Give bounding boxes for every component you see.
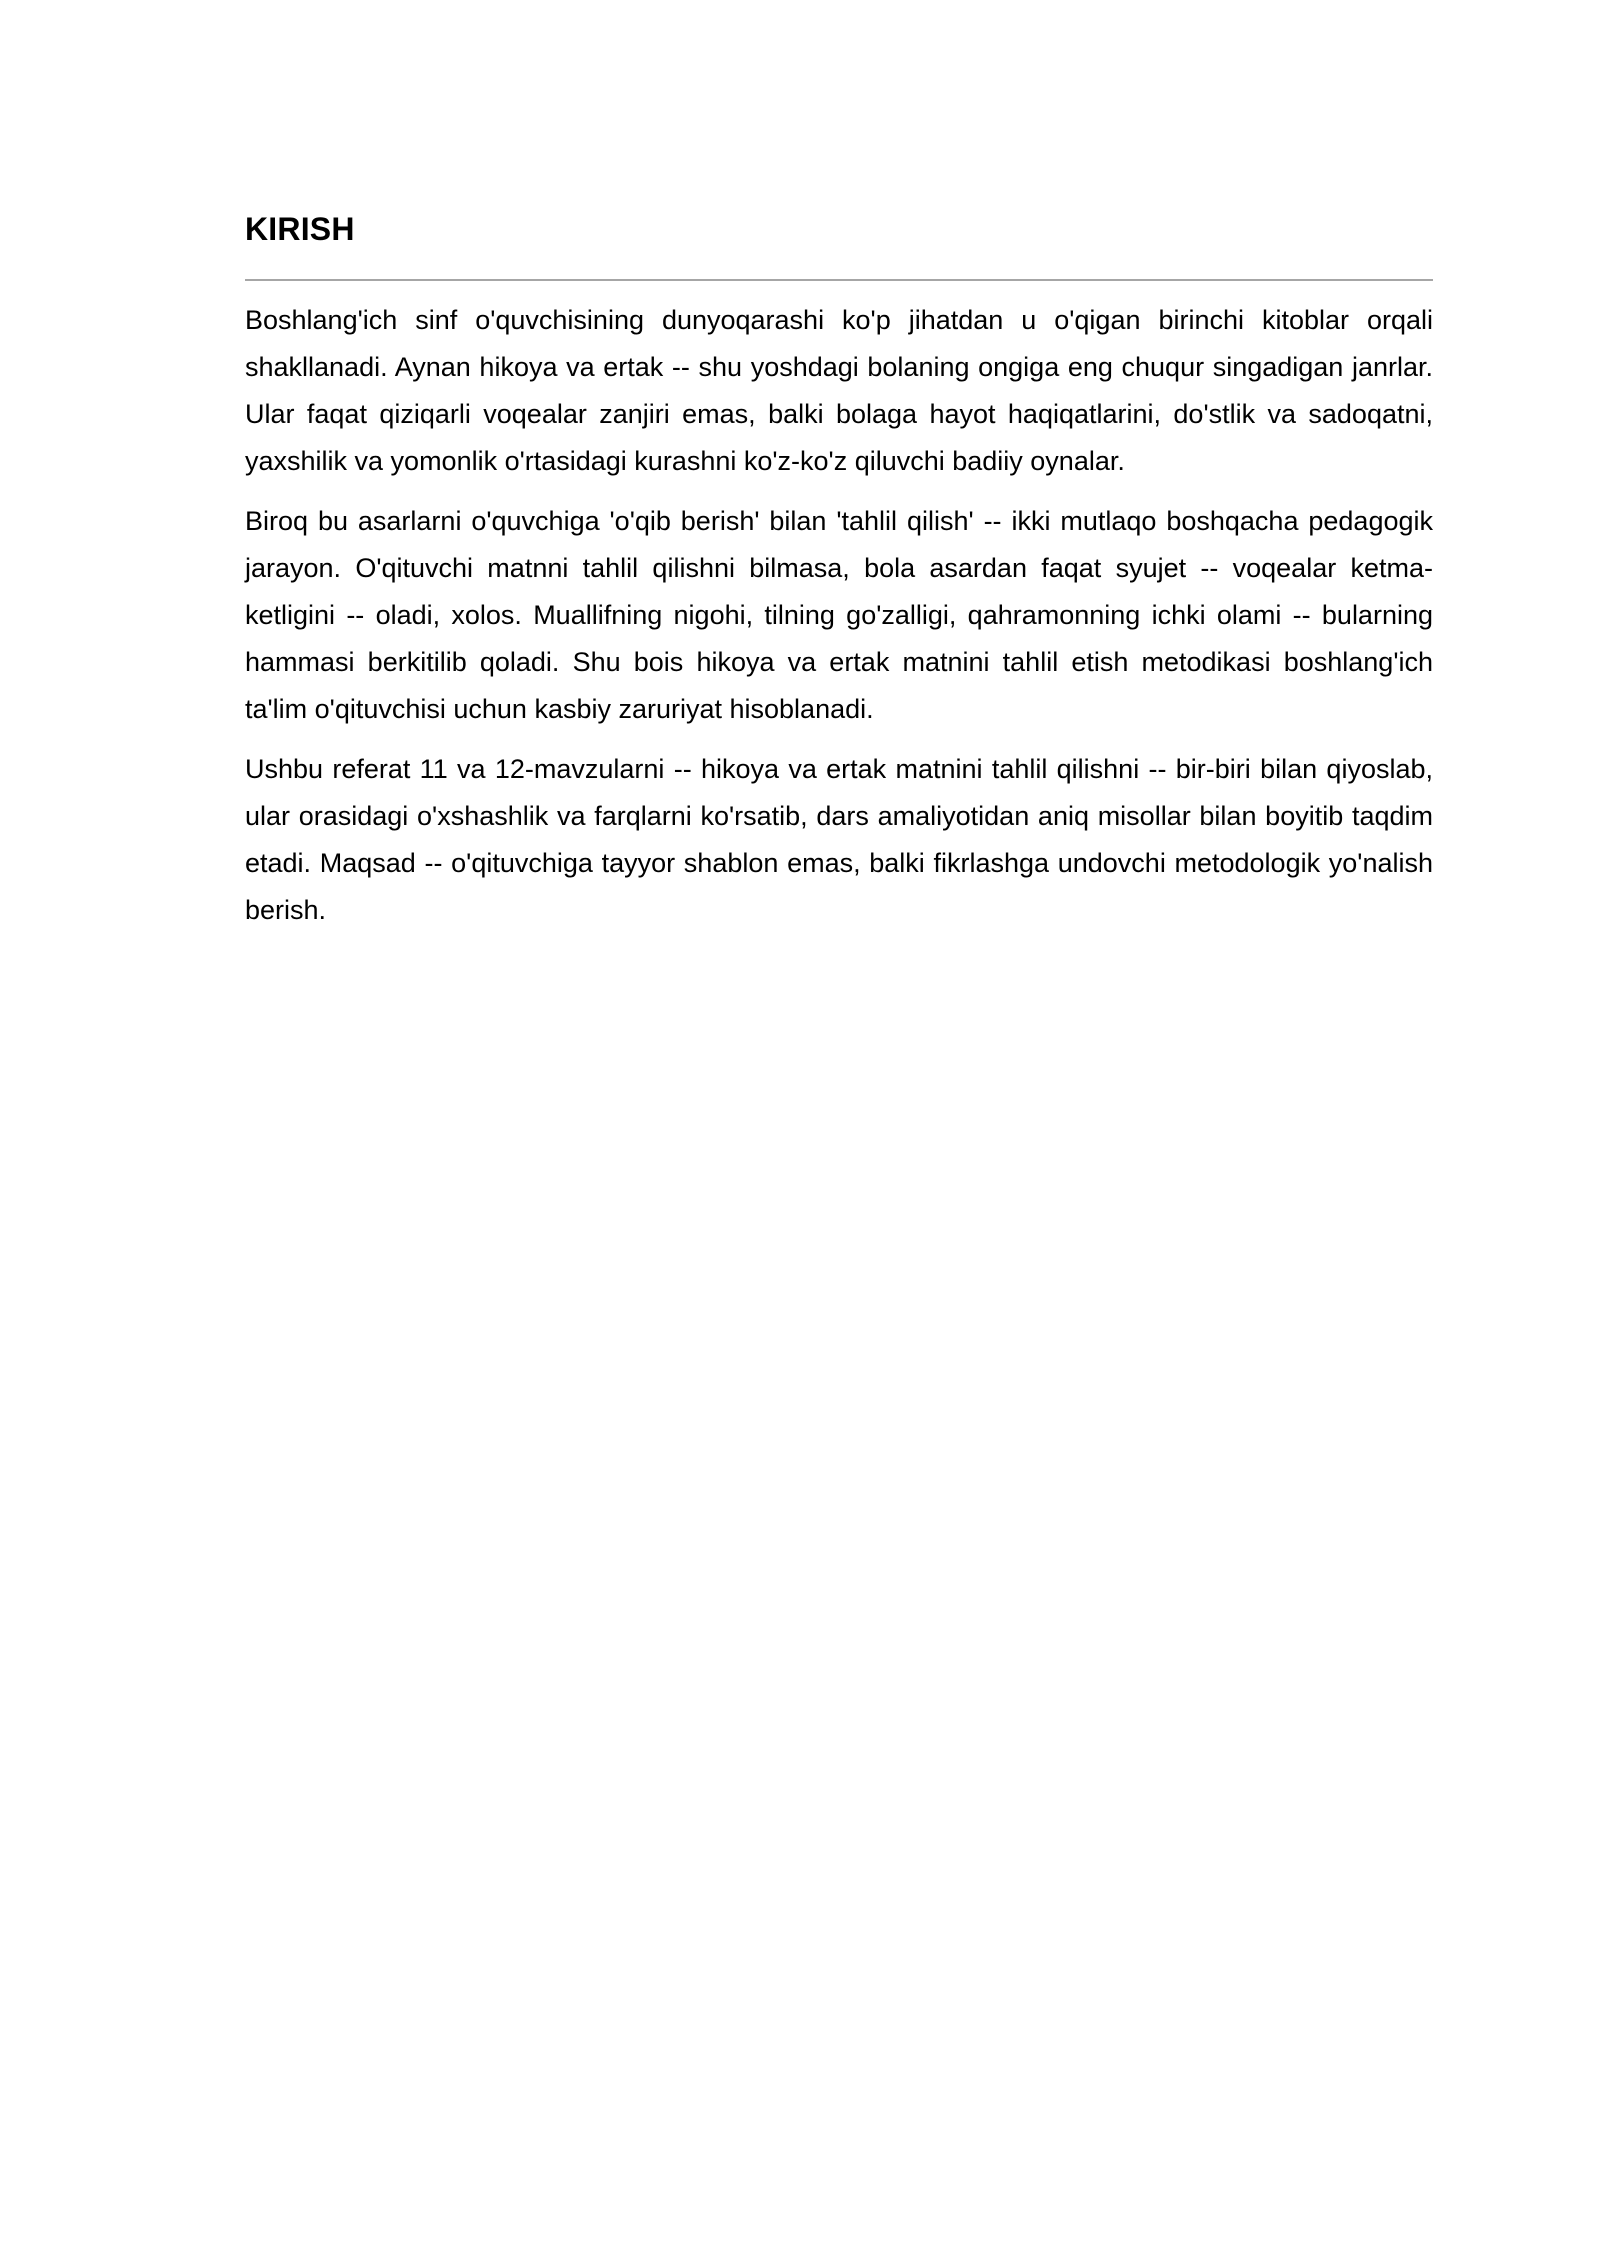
paragraph: Ushbu referat 11 va 12-mavzularni -- hikoya va ertak matnini tahlil qilishni -- bir-biri bilan qiyoslab, ular orasidagi o'xshashlik va farqlarni ko'rsatib, dars amaliyotidan aniq misollar bilan boyitib taqdim etadi. Maqsad -- o'qituvchiga tayyor shablon emas, balki fikrlashga undovchi metodologik yo'nalish berish. [245, 754, 1433, 925]
paragraph: Boshlang'ich sinf o'quvchisining dunyoqarashi ko'p jihatdan u o'qigan birinchi kitoblar orqali shakllanadi. Aynan hikoya va ertak -- shu yoshdagi bolaning ongiga eng chuqur singadigan janrlar. Ular faqat qiziqarli voqealar zanjiri emas, balki bolaga hayot haqiqatlarini, do'stlik va sadoqatni, yaxshilik va yomonlik o'rtasidagi kurashni ko'z-ko'z qiluvchi badiiy oynalar. [245, 305, 1433, 476]
section-heading: KIRISH [245, 211, 355, 247]
document-page [245, 205, 1433, 934]
paragraph: Biroq bu asarlarni o'quvchiga 'o'qib berish' bilan 'tahlil qilish' -- ikki mutlaqo boshqacha pedagogik jarayon. O'qituvchi matnni tahlil qilishni bilmasa, bola asardan faqat syujet -- voqealar ketma-ketligini -- oladi, xolos. Muallifning nigohi, tilning go'zalligi, qahramonning ichki olami -- bularning hammasi berkitilib qoladi. Shu bois hikoya va ertak matnini tahlil etish metodikasi boshlang'ich ta'lim o'qituvchisi uchun kasbiy zaruriyat hisoblanadi. [245, 506, 1433, 724]
heading-divider [245, 279, 1433, 281]
